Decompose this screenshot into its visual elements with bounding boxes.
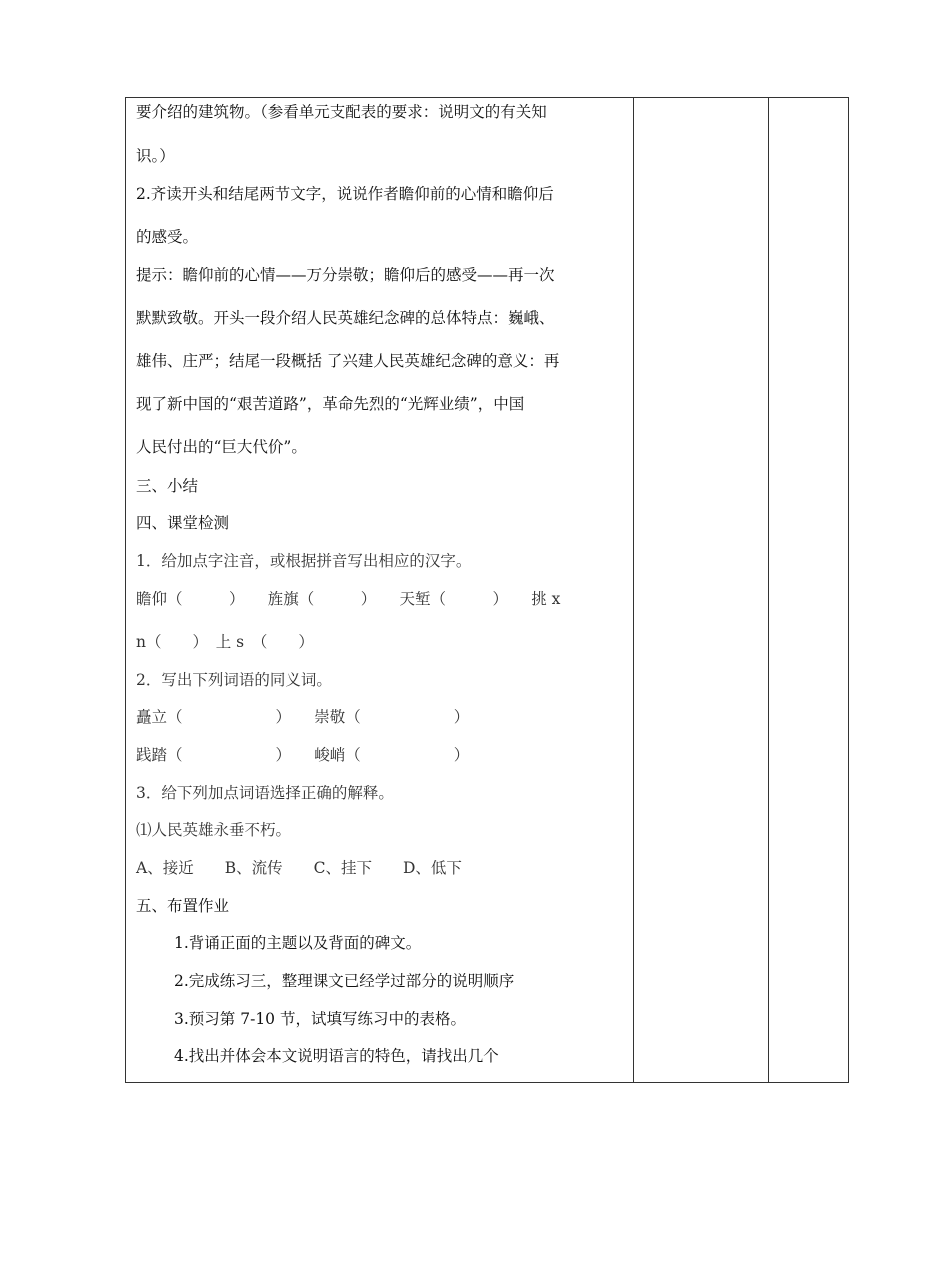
section-heading: 五、布置作业 — [136, 897, 230, 915]
section-heading: 四、课堂检测 — [136, 514, 230, 532]
text-line: 的感受。 — [136, 228, 199, 246]
exercise-line: 1．给加点字注音，或根据拼音写出相应的汉字。 — [136, 552, 472, 570]
homework-item: 3.预习第 7-10 节，试填写练习中的表格。 — [174, 1010, 466, 1028]
homework-item: 1.背诵正面的主题以及背面的碑文。 — [174, 934, 422, 952]
exercise-line: 矗立（ ） 崇敬（ ） — [136, 708, 470, 726]
text-line: 雄伟、庄严；结尾一段概括 了兴建人民英雄纪念碑的意义：再 — [136, 352, 560, 370]
exercise-line: 2．写出下列词语的同义词。 — [136, 671, 332, 689]
exercise-line: A、接近 B、流传 C、挂下 D、低下 — [136, 859, 462, 877]
column-divider — [768, 98, 769, 1082]
text-line: 提示：瞻仰前的心情——万分崇敬；瞻仰后的感受——再一次 — [136, 266, 555, 284]
text-line: 人民付出的“巨大代价”。 — [136, 438, 307, 456]
text-line: 现了新中国的“艰苦道路”，革命先烈的“光辉业绩”，中国 — [136, 395, 525, 413]
section-heading: 三、小结 — [136, 477, 199, 495]
text-line: 识。） — [136, 147, 175, 165]
text-line: 2.齐读开头和结尾两节文字，说说作者瞻仰前的心情和瞻仰后 — [136, 185, 554, 203]
text-line: 要介绍的建筑物。（参看单元支配表的要求：说明文的有关知 — [136, 103, 547, 121]
homework-item: 2.完成练习三，整理课文已经学过部分的说明顺序 — [174, 972, 515, 990]
exercise-line: ⑴人民英雄永垂不朽。 — [136, 821, 292, 839]
exercise-line: 3．给下列加点词语选择正确的解释。 — [136, 784, 394, 802]
exercise-line: 瞻仰（ ） 旌旗（ ） 天堑（ ） 挑 x — [136, 590, 561, 608]
text-line: 默默致敬。开头一段介绍人民英雄纪念碑的总体特点：巍峨、 — [136, 309, 555, 327]
column-divider — [633, 98, 634, 1082]
lesson-table — [125, 97, 849, 1083]
exercise-line: n（ ） 上 s （ ） — [136, 633, 314, 651]
homework-item: 4.找出并体会本文说明语言的特色，请找出几个 — [174, 1047, 499, 1065]
exercise-line: 践踏（ ） 峻峭（ ） — [136, 746, 470, 764]
